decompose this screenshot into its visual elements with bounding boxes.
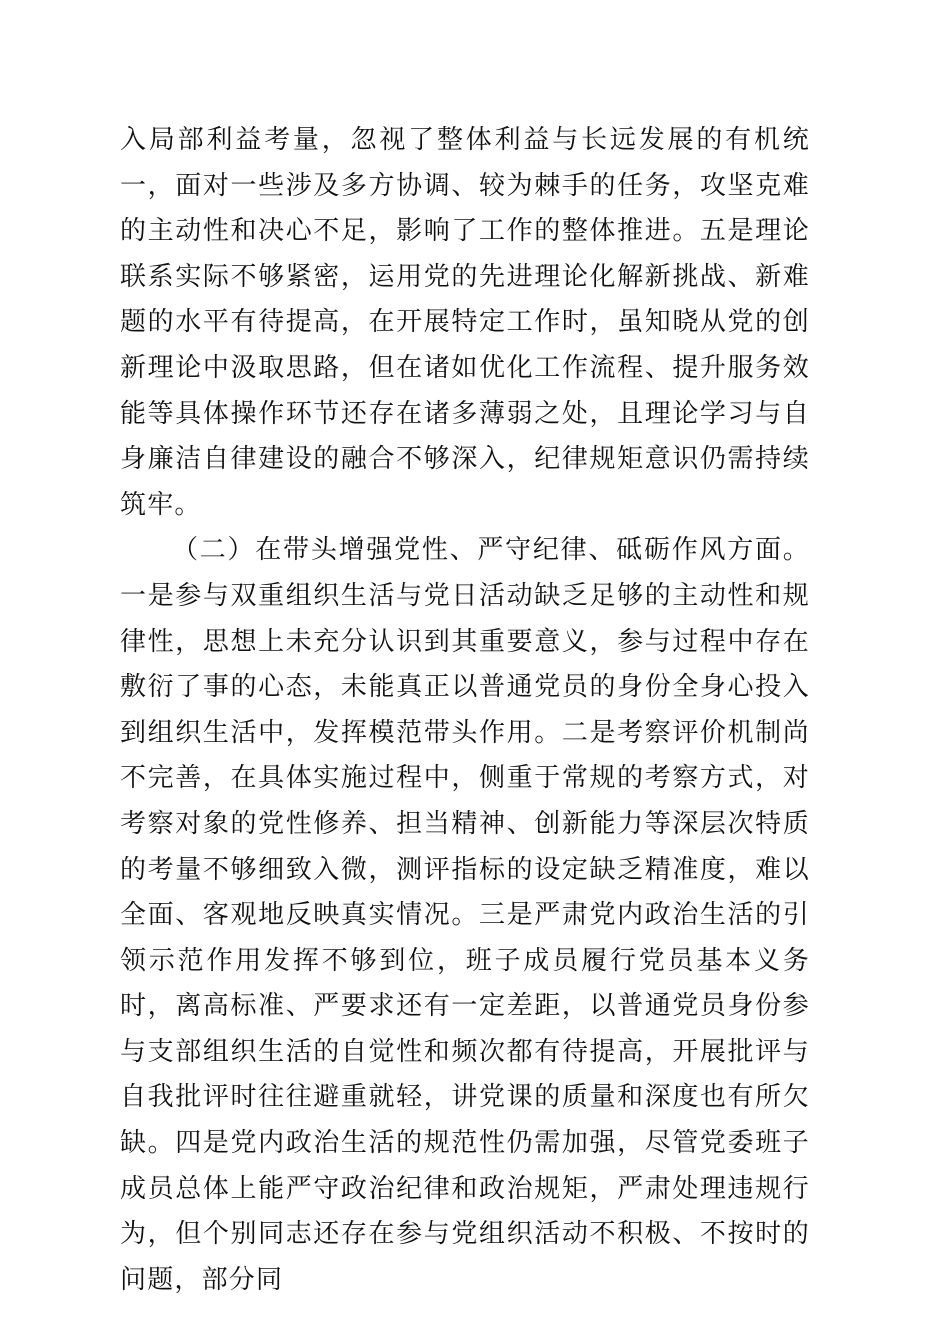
document-body xyxy=(120,118,810,1303)
paragraph-section-two: （二）在带头增强党性、严守纪律、砥砺作风方面。一是参与双重组织生活与党日活动缺乏足够的主动性和规律性，思想上未充分认识到其重要意义，参与过程中存在敷衍了事的心态，未能真正以普通党员的身份全身心投入到组织生活中，发挥模范带头作用。二是考察评价机制尚不完善，在具体实施过程中，侧重于常规的考察方式，对考察对象的党性修养、担当精神、创新能力等深层次特质的考量不够细致入微，测评指标的设定缺乏精准度，难以全面、客观地反映真实情况。三是严肃党内政治生活的引领示范作用发挥不够到位，班子成员履行党员基本义务时，离高标准、严要求还有一定差距，以普通党员身份参与支部组织生活的自觉性和频次都有待提高，开展批评与自我批评时往往避重就轻，讲党课的质量和深度也有所欠缺。四是党内政治生活的规范性仍需加强，尽管党委班子成员总体上能严守政治纪律和政治规矩，严肃处理违规行为，但个别同志还存在参与党组织活动不积极、不按时的问题，部分同 xyxy=(120,535,810,1295)
paragraph-continuation: 入局部利益考量，忽视了整体利益与长远发展的有机统一，面对一些涉及多方协调、较为棘手的任务，攻坚克难的主动性和决心不足，影响了工作的整体推进。五是理论联系实际不够紧密，运用党的先进理论化解新挑战、新难题的水平有待提高，在开展特定工作时，虽知晓从党的创新理论中汲取思路，但在诸如优化工作流程、提升服务效能等具体操作环节还存在诸多薄弱之处，且理论学习与自身廉洁自律建设的融合不够深入，纪律规矩意识仍需持续筑牢。 xyxy=(120,125,810,520)
